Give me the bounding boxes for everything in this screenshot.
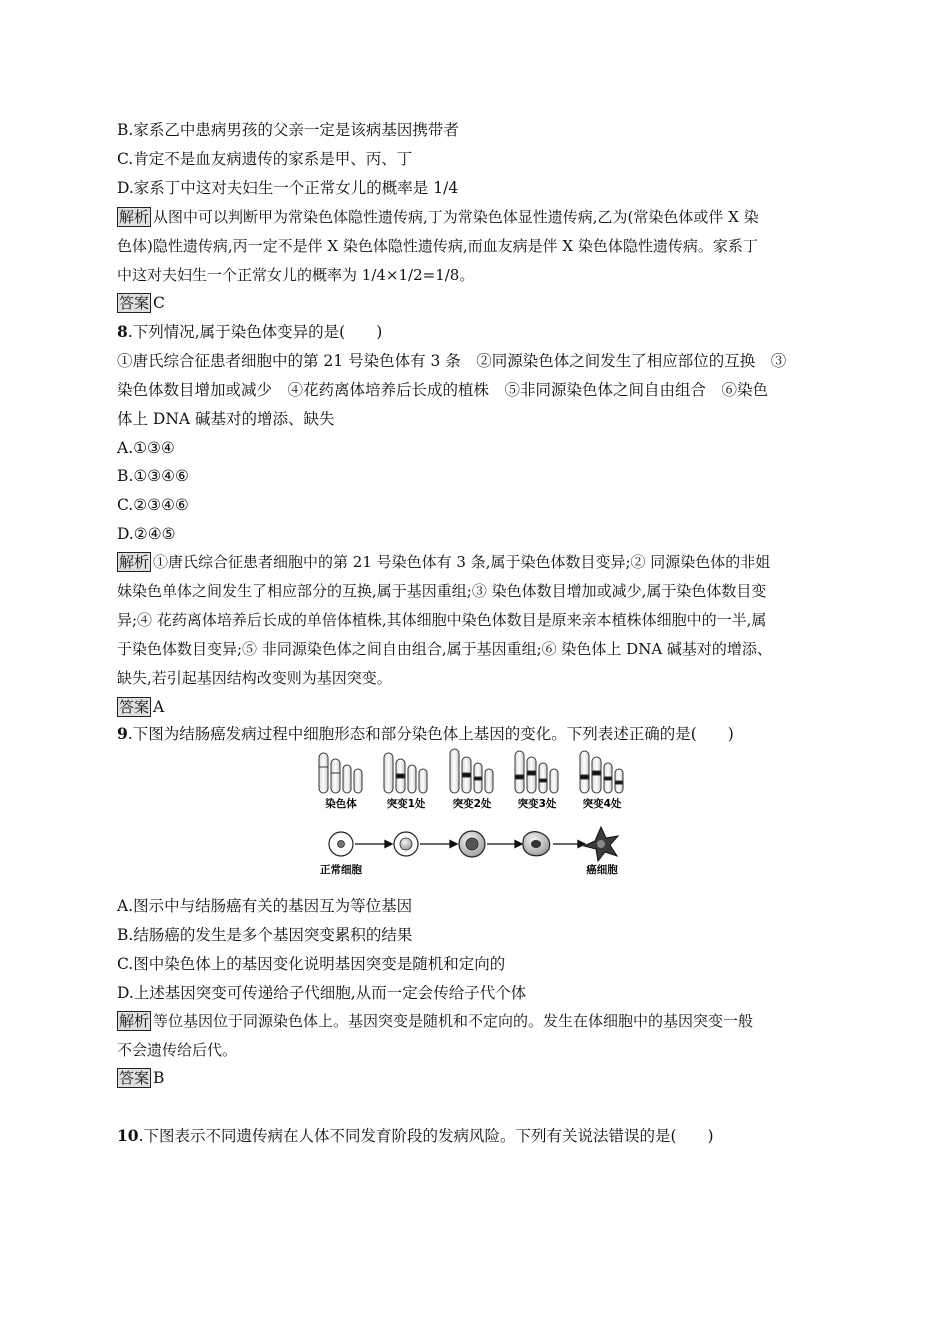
- normal-cell-label: 正常细胞: [320, 864, 362, 876]
- q8-explain-line1: ①唐氏综合征患者细胞中的第 21 号染色体有 3 条,属于染色体数目变异;② 同源染色体的非姐: [153, 553, 771, 571]
- q8-explain-line4: 于染色体数目变异;⑤ 非同源染色体之间自由组合,属于基因重组;⑥ 染色体上 DNA 碱基对的增添、: [117, 640, 772, 658]
- answer-tag: 答案: [119, 698, 150, 716]
- q7-explain-line3: 中这对夫妇生一个正常女儿的概率为 1/4×1/2=1/8。: [117, 266, 475, 284]
- q7-explanation: [117, 203, 830, 290]
- q8-explain-line3: 异;④ 花药离体培养后长成的单倍体植株,其体细胞中染色体数目是原来亲本植株体细胞中的一半,属: [117, 611, 767, 629]
- q9-option-c: C.图中染色体上的基因变化说明基因突变是随机和定向的: [117, 955, 506, 973]
- chromosome-group-mutation-1: [384, 753, 427, 793]
- q10-number: 10: [117, 1126, 139, 1145]
- q8-stem: [117, 322, 382, 342]
- answer-tag: 答案: [119, 1069, 150, 1087]
- q8-explain-line5: 缺失,若引起基因结构改变则为基因突变。: [117, 669, 392, 687]
- q10-stem-text: .下图表示不同遗传病在人体不同发育阶段的发病风险。下列有关说法错误的是( ): [138, 1127, 714, 1145]
- chromosome-group-mutation-2: [450, 749, 493, 793]
- chromosome-group-normal: [319, 753, 362, 793]
- normal-cell: [329, 832, 353, 856]
- chromosome-group-mutation-3: [515, 751, 558, 793]
- q7-explain-line1: 从图中可以判断甲为常染色体隐性遗传病,丁为常染色体显性遗传病,乙为(常染色体或伴 X 染: [153, 208, 759, 226]
- q8-items-line3: 体上 DNA 碱基对的增添、缺失: [117, 410, 335, 428]
- cell-stage-1: [394, 832, 418, 856]
- q7-option-d: D.家系丁中这对夫妇生一个正常女儿的概率是 1/4: [117, 179, 459, 197]
- cell-stage-2: [459, 831, 485, 857]
- q9-answer: [117, 1068, 164, 1088]
- colon-cancer-figure: [317, 745, 635, 880]
- cancer-cell: [584, 827, 618, 861]
- q9-number: 9: [117, 724, 128, 743]
- q7-option-b: B.家系乙中患病男孩的父亲一定是该病基因携带者: [117, 121, 459, 139]
- q7-answer: [117, 293, 165, 313]
- q9-explanation: [117, 1007, 830, 1065]
- q10-stem: [117, 1126, 714, 1146]
- q9-stem-text: .下图为结肠癌发病过程中细胞形态和部分染色体上基因的变化。下列表述正确的是( ): [127, 725, 734, 743]
- q8-option-a: A.①③④: [117, 439, 175, 457]
- answer-tag: 答案: [119, 294, 150, 312]
- chromosome-group-mutation-4: [580, 751, 623, 793]
- q9-option-a: A.图示中与结肠癌有关的基因互为等位基因: [117, 897, 413, 915]
- chrom-label-4: 突变4处: [582, 798, 622, 810]
- q8-explain-line2: 妹染色单体之间发生了相应部分的互换,属于基因重组;③ 染色体数目增加或减少,属于染色体数目变: [117, 582, 767, 600]
- cancer-cell-label: 癌细胞: [586, 864, 618, 876]
- q9-answer-value: B: [153, 1069, 165, 1087]
- chrom-label-0: 染色体: [325, 798, 357, 810]
- chrom-label-3: 突变3处: [517, 798, 557, 810]
- explanation-tag: 解析: [119, 553, 150, 571]
- q8-explanation: [117, 548, 830, 693]
- cell-stage-3: [523, 832, 550, 856]
- q7-option-c: C.肯定不是血友病遗传的家系是甲、丙、丁: [117, 150, 413, 168]
- q8-stem-text: .下列情况,属于染色体变异的是( ): [127, 323, 383, 341]
- explanation-tag: 解析: [119, 208, 150, 226]
- q8-option-c: C.②③④⑥: [117, 496, 189, 514]
- q8-answer-value: A: [153, 698, 165, 716]
- q8-items-line1: ①唐氏综合征患者细胞中的第 21 号染色体有 3 条 ②同源染色体之间发生了相应部位的互换 ③: [117, 352, 787, 370]
- q8-items-line2: 染色体数目增加或减少 ④花药离体培养后长成的植株 ⑤非同源染色体之间自由组合 ⑥染色: [117, 381, 769, 399]
- chrom-label-1: 突变1处: [386, 798, 426, 810]
- explanation-tag: 解析: [119, 1012, 150, 1030]
- q7-answer-value: C: [153, 294, 165, 312]
- q8-option-b: B.①③④⑥: [117, 467, 189, 485]
- colon-cancer-diagram: [317, 745, 635, 880]
- q9-option-d: D.上述基因突变可传递给子代细胞,从而一定会传给子代个体: [117, 984, 527, 1002]
- q8-option-d: D.②④⑤: [117, 525, 176, 543]
- q9-option-b: B.结肠癌的发生是多个基因突变累积的结果: [117, 926, 413, 944]
- q9-explain-line2: 不会遗传给后代。: [117, 1041, 238, 1059]
- q7-explain-line2: 色体)隐性遗传病,丙一定不是伴 X 染色体隐性遗传病,而血友病是伴 X 染色体隐性遗传病。家系丁: [117, 237, 758, 255]
- chrom-label-2: 突变2处: [452, 798, 492, 810]
- q9-explain-line1: 等位基因位于同源染色体上。基因突变是随机和不定向的。发生在体细胞中的基因突变一般: [153, 1012, 754, 1030]
- q8-number: 8: [117, 322, 128, 341]
- q9-stem: [117, 724, 734, 744]
- q8-answer: [117, 697, 164, 717]
